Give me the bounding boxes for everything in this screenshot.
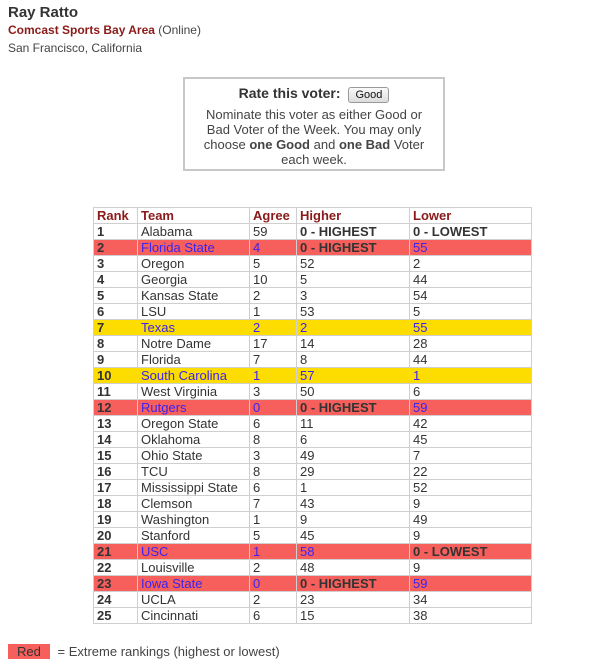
rank-cell: 20 (94, 528, 138, 544)
table-row (94, 448, 532, 464)
agree-cell: 5 (250, 528, 297, 544)
team-cell: Rutgers (138, 400, 250, 416)
higher-cell: 0 - HIGHEST (297, 400, 410, 416)
lower-cell: 34 (410, 592, 532, 608)
agree-cell: 5 (250, 256, 297, 272)
team-cell: Florida (138, 352, 250, 368)
higher-cell: 0 - HIGHEST (297, 576, 410, 592)
higher-cell: 29 (297, 464, 410, 480)
team-cell: Texas (138, 320, 250, 336)
rate-voter-heading (185, 85, 443, 103)
col-header-rank: Rank (94, 208, 138, 224)
lower-cell: 6 (410, 384, 532, 400)
agree-cell: 8 (250, 432, 297, 448)
agree-cell: 3 (250, 384, 297, 400)
rank-cell: 23 (94, 576, 138, 592)
lower-cell: 9 (410, 528, 532, 544)
higher-cell: 3 (297, 288, 410, 304)
agree-cell: 2 (250, 320, 297, 336)
lower-cell: 0 - LOWEST (410, 224, 532, 240)
team-cell: Alabama (138, 224, 250, 240)
higher-cell: 52 (297, 256, 410, 272)
agree-cell: 17 (250, 336, 297, 352)
team-cell: Stanford (138, 528, 250, 544)
outlet-type: (Online) (158, 23, 201, 37)
table-row (94, 592, 532, 608)
rank-cell: 1 (94, 224, 138, 240)
team-cell: Washington (138, 512, 250, 528)
higher-cell: 53 (297, 304, 410, 320)
agree-cell: 3 (250, 448, 297, 464)
higher-cell: 5 (297, 272, 410, 288)
table-row (94, 352, 532, 368)
lower-cell: 5 (410, 304, 532, 320)
table-row (94, 544, 532, 560)
agree-cell: 7 (250, 496, 297, 512)
lower-cell: 55 (410, 320, 532, 336)
team-cell: Cincinnati (138, 608, 250, 624)
rank-cell: 3 (94, 256, 138, 272)
team-cell: Kansas State (138, 288, 250, 304)
rate-bold-1: one Good (249, 137, 311, 152)
rank-cell: 8 (94, 336, 138, 352)
rate-voter-title: Rate this voter: (238, 85, 341, 101)
higher-cell: 48 (297, 560, 410, 576)
rank-cell: 2 (94, 240, 138, 256)
lower-cell: 9 (410, 496, 532, 512)
rank-cell: 13 (94, 416, 138, 432)
rank-cell: 10 (94, 368, 138, 384)
legend-text: = Extreme rankings (highest or lowest) (57, 644, 280, 659)
higher-cell: 58 (297, 544, 410, 560)
team-cell: USC (138, 544, 250, 560)
agree-cell: 1 (250, 368, 297, 384)
rank-cell: 4 (94, 272, 138, 288)
agree-cell: 59 (250, 224, 297, 240)
team-cell: Oregon State (138, 416, 250, 432)
table-row (94, 256, 532, 272)
higher-cell: 9 (297, 512, 410, 528)
agree-cell: 2 (250, 592, 297, 608)
higher-cell: 15 (297, 608, 410, 624)
table-row (94, 576, 532, 592)
team-cell: UCLA (138, 592, 250, 608)
col-header-lower: Lower (410, 208, 532, 224)
rank-cell: 17 (94, 480, 138, 496)
agree-cell: 1 (250, 544, 297, 560)
lower-cell: 55 (410, 240, 532, 256)
team-cell: West Virginia (138, 384, 250, 400)
lower-cell: 0 - LOWEST (410, 544, 532, 560)
team-cell: TCU (138, 464, 250, 480)
higher-cell: 8 (297, 352, 410, 368)
table-row (94, 384, 532, 400)
lower-cell: 7 (410, 448, 532, 464)
rate-voter-box (183, 77, 445, 171)
higher-cell: 6 (297, 432, 410, 448)
lower-cell: 49 (410, 512, 532, 528)
team-cell: Oklahoma (138, 432, 250, 448)
lower-cell: 28 (410, 336, 532, 352)
higher-cell: 43 (297, 496, 410, 512)
team-cell: Clemson (138, 496, 250, 512)
lower-cell: 44 (410, 352, 532, 368)
outlet-name: Comcast Sports Bay Area (8, 23, 155, 37)
rate-text-1: Nominate this voter as either Good or Bad Voter of the Week. You may only choose (203, 107, 423, 152)
rank-cell: 24 (94, 592, 138, 608)
rank-cell: 22 (94, 560, 138, 576)
rankings-table (93, 207, 532, 624)
higher-cell: 0 - HIGHEST (297, 224, 410, 240)
col-header-team: Team (138, 208, 250, 224)
table-header-row (94, 208, 532, 224)
team-cell: Notre Dame (138, 336, 250, 352)
higher-cell: 2 (297, 320, 410, 336)
lower-cell: 52 (410, 480, 532, 496)
agree-cell: 2 (250, 288, 297, 304)
lower-cell: 44 (410, 272, 532, 288)
higher-cell: 0 - HIGHEST (297, 240, 410, 256)
table-row (94, 416, 532, 432)
agree-cell: 1 (250, 512, 297, 528)
voter-name: Ray Ratto (8, 4, 79, 21)
agree-cell: 7 (250, 352, 297, 368)
legend-red-swatch: Red (8, 644, 50, 659)
lower-cell: 59 (410, 400, 532, 416)
team-cell: Georgia (138, 272, 250, 288)
rank-cell: 19 (94, 512, 138, 528)
higher-cell: 11 (297, 416, 410, 432)
rank-cell: 25 (94, 608, 138, 624)
team-cell: South Carolina (138, 368, 250, 384)
table-row (94, 272, 532, 288)
team-cell: Louisville (138, 560, 250, 576)
agree-cell: 6 (250, 480, 297, 496)
rate-bold-2: one Bad (338, 137, 391, 152)
table-row (94, 464, 532, 480)
table-row (94, 320, 532, 336)
team-cell: LSU (138, 304, 250, 320)
rate-good-button[interactable]: Good (348, 87, 389, 103)
table-row (94, 608, 532, 624)
agree-cell: 4 (250, 240, 297, 256)
rank-cell: 6 (94, 304, 138, 320)
rank-cell: 21 (94, 544, 138, 560)
lower-cell: 2 (410, 256, 532, 272)
rank-cell: 11 (94, 384, 138, 400)
rank-cell: 5 (94, 288, 138, 304)
higher-cell: 23 (297, 592, 410, 608)
team-cell: Mississippi State (138, 480, 250, 496)
outlet-line (8, 23, 201, 37)
table-row (94, 368, 532, 384)
agree-cell: 2 (250, 560, 297, 576)
table-row (94, 288, 532, 304)
lower-cell: 54 (410, 288, 532, 304)
table-row (94, 224, 532, 240)
table-row (94, 560, 532, 576)
agree-cell: 10 (250, 272, 297, 288)
rank-cell: 14 (94, 432, 138, 448)
table-row (94, 400, 532, 416)
rankings-body (94, 224, 532, 624)
rate-text-3: Voter each week. (281, 137, 425, 167)
higher-cell: 1 (297, 480, 410, 496)
lower-cell: 42 (410, 416, 532, 432)
col-header-higher: Higher (297, 208, 410, 224)
table-row (94, 512, 532, 528)
rate-text-2: and (310, 137, 339, 152)
lower-cell: 22 (410, 464, 532, 480)
team-cell: Iowa State (138, 576, 250, 592)
table-row (94, 336, 532, 352)
higher-cell: 14 (297, 336, 410, 352)
col-header-agree: Agree (250, 208, 297, 224)
higher-cell: 49 (297, 448, 410, 464)
table-row (94, 496, 532, 512)
table-row (94, 240, 532, 256)
higher-cell: 50 (297, 384, 410, 400)
lower-cell: 1 (410, 368, 532, 384)
legend (8, 644, 280, 659)
table-row (94, 480, 532, 496)
rank-cell: 7 (94, 320, 138, 336)
lower-cell: 38 (410, 608, 532, 624)
agree-cell: 0 (250, 400, 297, 416)
rank-cell: 16 (94, 464, 138, 480)
team-cell: Oregon (138, 256, 250, 272)
agree-cell: 8 (250, 464, 297, 480)
higher-cell: 57 (297, 368, 410, 384)
rank-cell: 12 (94, 400, 138, 416)
rate-instructions (195, 107, 433, 167)
lower-cell: 9 (410, 560, 532, 576)
agree-cell: 6 (250, 608, 297, 624)
team-cell: Ohio State (138, 448, 250, 464)
lower-cell: 59 (410, 576, 532, 592)
agree-cell: 1 (250, 304, 297, 320)
table-row (94, 304, 532, 320)
lower-cell: 45 (410, 432, 532, 448)
rank-cell: 15 (94, 448, 138, 464)
location: San Francisco, California (8, 41, 143, 55)
agree-cell: 6 (250, 416, 297, 432)
agree-cell: 0 (250, 576, 297, 592)
higher-cell: 45 (297, 528, 410, 544)
table-row (94, 432, 532, 448)
table-row (94, 528, 532, 544)
team-cell: Florida State (138, 240, 250, 256)
rank-cell: 18 (94, 496, 138, 512)
rank-cell: 9 (94, 352, 138, 368)
